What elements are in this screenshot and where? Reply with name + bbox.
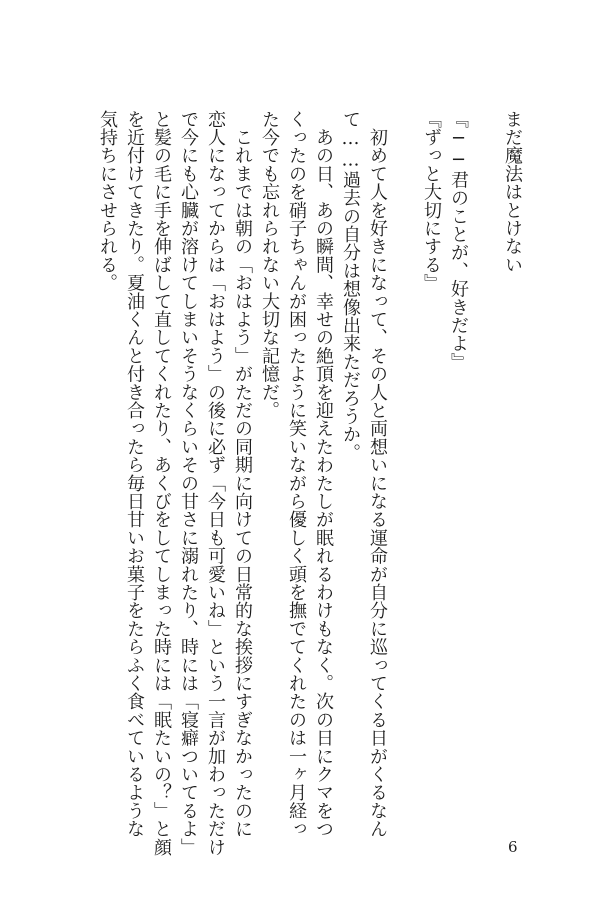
chapter-title: まだ魔法はとけない — [502, 110, 523, 274]
text-line: て……過去の自分は想像出来ただろうか。 — [340, 110, 361, 462]
text-line: を近付けてきたり。夏油くんと付き合ったら毎日甘いお菓子をたらふく食べているような — [124, 110, 145, 838]
text-line: と髪の毛に手を伸ばして直してくれたり、あくびをしてしまった時には「眠たいの？」と顔 — [151, 110, 172, 857]
text-line: 『ずっと大切にする』 — [421, 110, 442, 292]
text-line: で今にも心臓が溶けてしまいそうなくらいその甘さに溺れたり、時には「寝癖ついてるよ」 — [178, 110, 199, 857]
text-line: 気持ちにさせられる。 — [97, 110, 118, 292]
blank-line — [391, 110, 418, 800]
vertical-text-block — [94, 110, 526, 857]
text-line: あの日、あの瞬間、幸せの絶頂を迎えたわたしが眠れるわけもなく。次の日にクマをつ — [313, 110, 334, 838]
text-line: た今でも忘れられない大切な記憶だ。 — [259, 110, 280, 420]
text-line: これまでは朝の「おはよう」がただの同期に向けての日常的な挨拶にすぎなかったのに — [232, 110, 253, 838]
text-line: 『──君のことが、好きだよ』 — [448, 110, 469, 371]
page-number: 6 — [508, 838, 518, 856]
text-line: くったのを硝子ちゃんが困ったように笑いながら優しく頭を撫でてくれたのは一ヶ月経っ — [286, 110, 307, 838]
text-line: 恋人になってからは「おはよう」の後に必ず「今日も可愛いね」という一言が加わっただけ — [205, 110, 226, 857]
text-line: 初めて人を好きになって、その人と両想いになる運命が自分に巡ってくる日がくるなん — [367, 110, 388, 838]
